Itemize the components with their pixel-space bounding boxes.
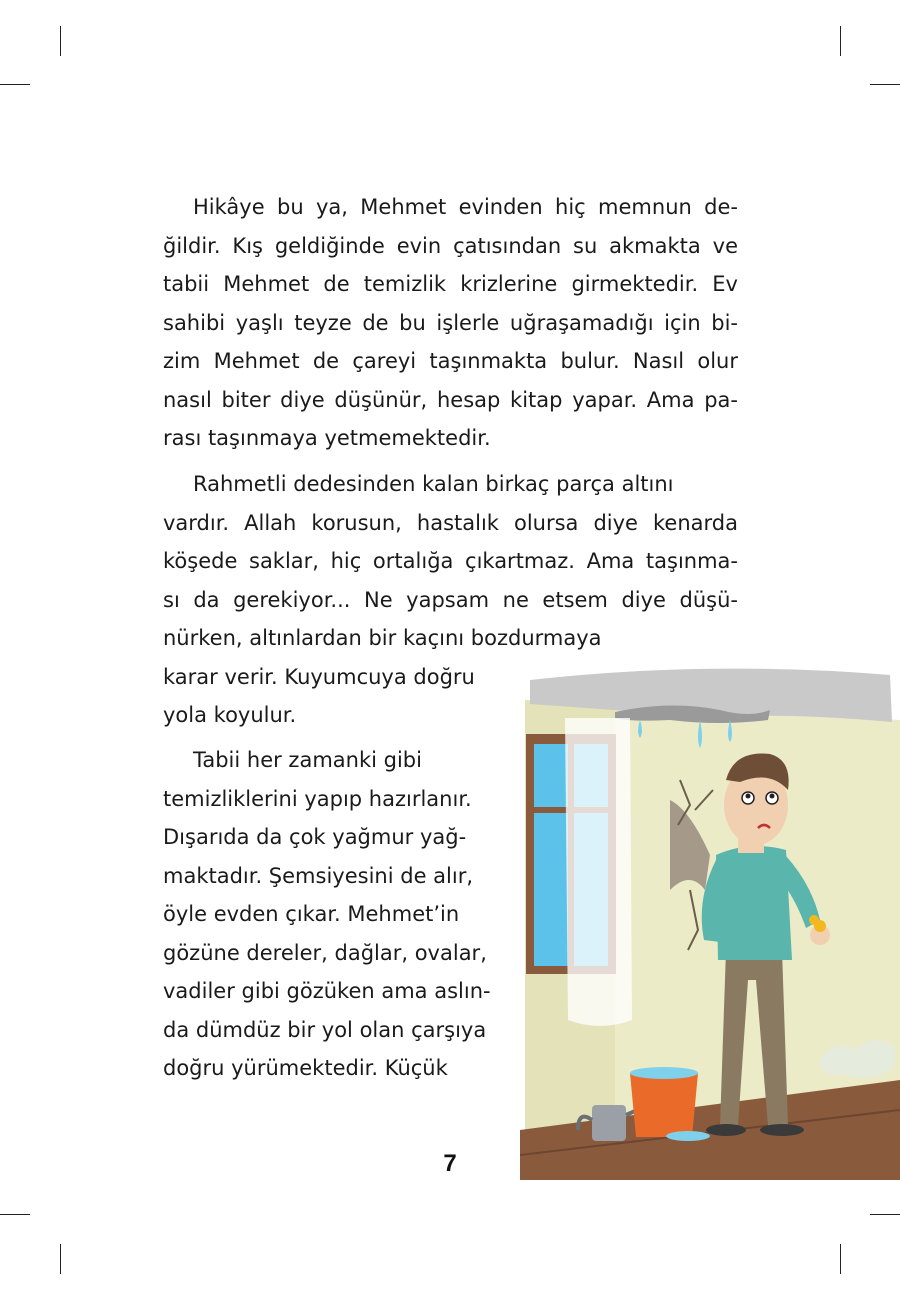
text-line: karar verir. Kuyumcuya doğru bbox=[163, 664, 475, 689]
text-line: Dışarıda da çok yağmur yağ- bbox=[163, 825, 467, 849]
text-line: vardır. Allah korusun, hastalık olursa diye kenarda bbox=[163, 510, 738, 535]
text-line: yola koyulur. bbox=[163, 703, 297, 727]
text-line: Rahmetli dedesinden kalan birkaç parça altını bbox=[193, 472, 674, 496]
text-line: nürken, altınlardan bir kaçını bozdurmaya bbox=[163, 626, 602, 650]
curtain bbox=[565, 718, 632, 1026]
text-line: vadiler gibi gözüken ama aslın- bbox=[163, 979, 491, 1003]
text-line: temizliklerini yapıp hazırlanır. bbox=[163, 786, 472, 811]
text-line: gözüne dereler, dağlar, ovalar, bbox=[163, 940, 487, 965]
text-line: zim Mehmet de çareyi taşınmakta bulur. Nasıl olur bbox=[163, 349, 738, 373]
crop-mark bbox=[870, 1214, 900, 1215]
crop-mark bbox=[60, 26, 61, 56]
text-line: da dümdüz bir yol olan çarşıya bbox=[163, 1017, 487, 1042]
crop-mark bbox=[60, 1244, 61, 1274]
text-line: doğru yürümektedir. Küçük bbox=[163, 1056, 448, 1080]
text-line: tabii Mehmet de temizlik krizlerine girmektedir. Ev bbox=[163, 272, 738, 296]
crop-mark bbox=[870, 84, 900, 85]
text-line: köşede saklar, hiç ortalığa çıkartmaz. Ama taşınma- bbox=[163, 549, 738, 573]
text-line: maktadır. Şemsiyesini de alır, bbox=[163, 863, 474, 888]
text-line: öyle evden çıkar. Mehmet’in bbox=[163, 902, 460, 926]
bucket bbox=[630, 1067, 698, 1137]
text-line: nasıl biter diye düşünür, hesap kitap yapar. Ama pa- bbox=[163, 387, 738, 412]
crop-mark bbox=[0, 84, 30, 85]
text-line: Hikâye bu ya, Mehmet evinden hiç memnun de- bbox=[193, 195, 738, 219]
crop-mark bbox=[840, 1244, 841, 1274]
text-line: sahibi yaşlı teyze de bu işlerle uğraşamadığı için bi- bbox=[163, 310, 738, 335]
crop-mark bbox=[0, 1214, 30, 1215]
text-line: sı da gerekiyor... Ne yapsam ne etsem diye düşü- bbox=[163, 587, 738, 612]
paragraph-3 bbox=[163, 741, 491, 1088]
page-number: 7 bbox=[443, 1150, 457, 1177]
text-line: rası taşınmaya yetmemektedir. bbox=[163, 426, 491, 450]
crop-mark bbox=[840, 26, 841, 56]
text-line: ğildir. Kış geldiğinde evin çatısından su akmakta ve bbox=[163, 233, 738, 258]
paragraph-1 bbox=[163, 188, 738, 458]
illustration-leaking-room bbox=[520, 660, 900, 1180]
water-puddle bbox=[666, 1131, 710, 1141]
text-line: Tabii her zamanki gibi bbox=[193, 748, 422, 772]
